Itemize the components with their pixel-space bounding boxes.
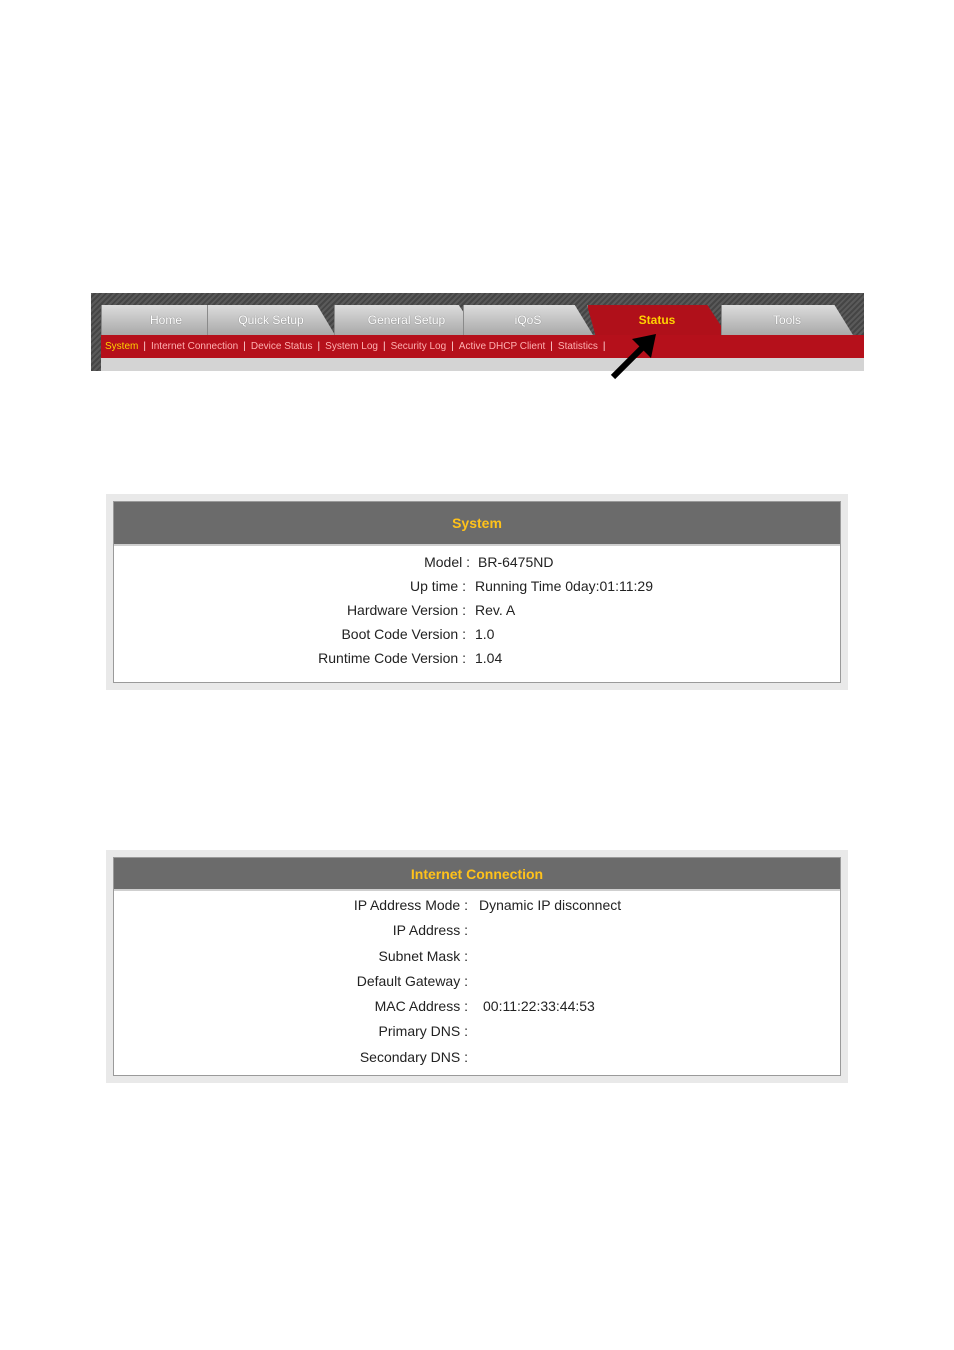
submenu-separator: |	[243, 341, 246, 352]
boot-code-version-label: Boot Code Version :	[341, 626, 466, 642]
nav-footer-strip	[101, 358, 864, 371]
ip-address-mode-label: IP Address Mode :	[353, 897, 468, 913]
system-row-runtime	[114, 650, 840, 674]
tab-quick-setup[interactable]	[207, 305, 335, 335]
inet-row-secondary-dns	[114, 1049, 840, 1074]
primary-dns-label: Primary DNS :	[378, 1023, 468, 1040]
internet-connection-panel	[106, 850, 848, 1083]
boot-code-version-value: 1.0	[475, 626, 495, 642]
status-submenu	[101, 335, 864, 358]
submenu-system[interactable]: System	[105, 341, 139, 352]
submenu-device-status[interactable]: Device Status	[250, 341, 313, 352]
system-panel-title: System	[114, 502, 840, 546]
submenu-security-log[interactable]: Security Log	[390, 341, 447, 352]
submenu-statistics[interactable]: Statistics	[557, 341, 598, 352]
tab-general-setup-label: General Setup	[367, 313, 446, 327]
nav-tabs	[91, 305, 864, 335]
model-label: Model :	[424, 554, 470, 570]
system-info-rows	[114, 546, 840, 674]
hardware-version-value: Rev. A	[475, 602, 516, 618]
inet-row-ip-address	[114, 922, 840, 947]
tab-quick-setup-label: Quick Setup	[238, 313, 304, 327]
tab-tools[interactable]	[721, 305, 853, 335]
submenu-separator: |	[317, 341, 321, 352]
subnet-mask-label: Subnet Mask :	[378, 947, 468, 964]
system-row-uptime	[114, 578, 840, 602]
tab-iqos[interactable]	[463, 305, 593, 335]
internet-connection-panel-title: Internet Connection	[114, 858, 840, 891]
main-navigation	[91, 293, 864, 371]
default-gateway-label: Default Gateway :	[356, 972, 468, 989]
internet-connection-panel-body	[113, 857, 841, 1076]
tab-home-label: Home	[149, 313, 182, 327]
inet-row-subnet-mask	[114, 948, 840, 973]
secondary-dns-label: Secondary DNS :	[359, 1048, 468, 1065]
tab-status-label: Status	[638, 313, 676, 327]
tab-iqos-label: iQoS	[514, 313, 542, 327]
submenu-separator: |	[550, 341, 553, 352]
system-row-hardware	[114, 602, 840, 626]
system-row-model	[114, 554, 840, 578]
submenu-separator: |	[602, 341, 606, 352]
system-row-boot	[114, 626, 840, 650]
internet-info-rows	[114, 891, 840, 1074]
inet-row-default-gateway	[114, 973, 840, 998]
model-value: BR-6475ND	[478, 554, 554, 570]
inet-row-mac-address	[114, 998, 840, 1023]
inet-row-primary-dns	[114, 1023, 840, 1048]
submenu-separator: |	[382, 341, 386, 352]
ip-address-mode-value: Dynamic IP disconnect	[479, 897, 622, 913]
system-panel-body	[113, 501, 841, 683]
uptime-label: Up time :	[409, 578, 466, 594]
submenu-internet-connection[interactable]: Internet Connection	[150, 341, 239, 352]
arrow-pointer-icon	[608, 331, 660, 383]
tab-general-setup[interactable]	[334, 305, 479, 335]
system-panel	[106, 494, 848, 690]
uptime-value: Running Time 0day:01:11:29	[475, 578, 653, 594]
submenu-separator: |	[451, 341, 454, 352]
inet-row-ip-mode	[114, 897, 840, 922]
runtime-code-version-value: 1.04	[475, 650, 503, 666]
submenu-system-log[interactable]: System Log	[325, 341, 378, 352]
submenu-separator: |	[143, 341, 146, 352]
submenu-active-dhcp-client[interactable]: Active DHCP Client	[458, 341, 546, 352]
runtime-code-version-label: Runtime Code Version :	[318, 650, 466, 666]
mac-address-label: MAC Address :	[374, 998, 468, 1015]
tab-tools-label: Tools	[772, 313, 801, 327]
hardware-version-label: Hardware Version :	[346, 602, 466, 618]
mac-address-value: 00:11:22:33:44:53	[483, 998, 595, 1015]
ip-address-label: IP Address :	[392, 922, 468, 939]
